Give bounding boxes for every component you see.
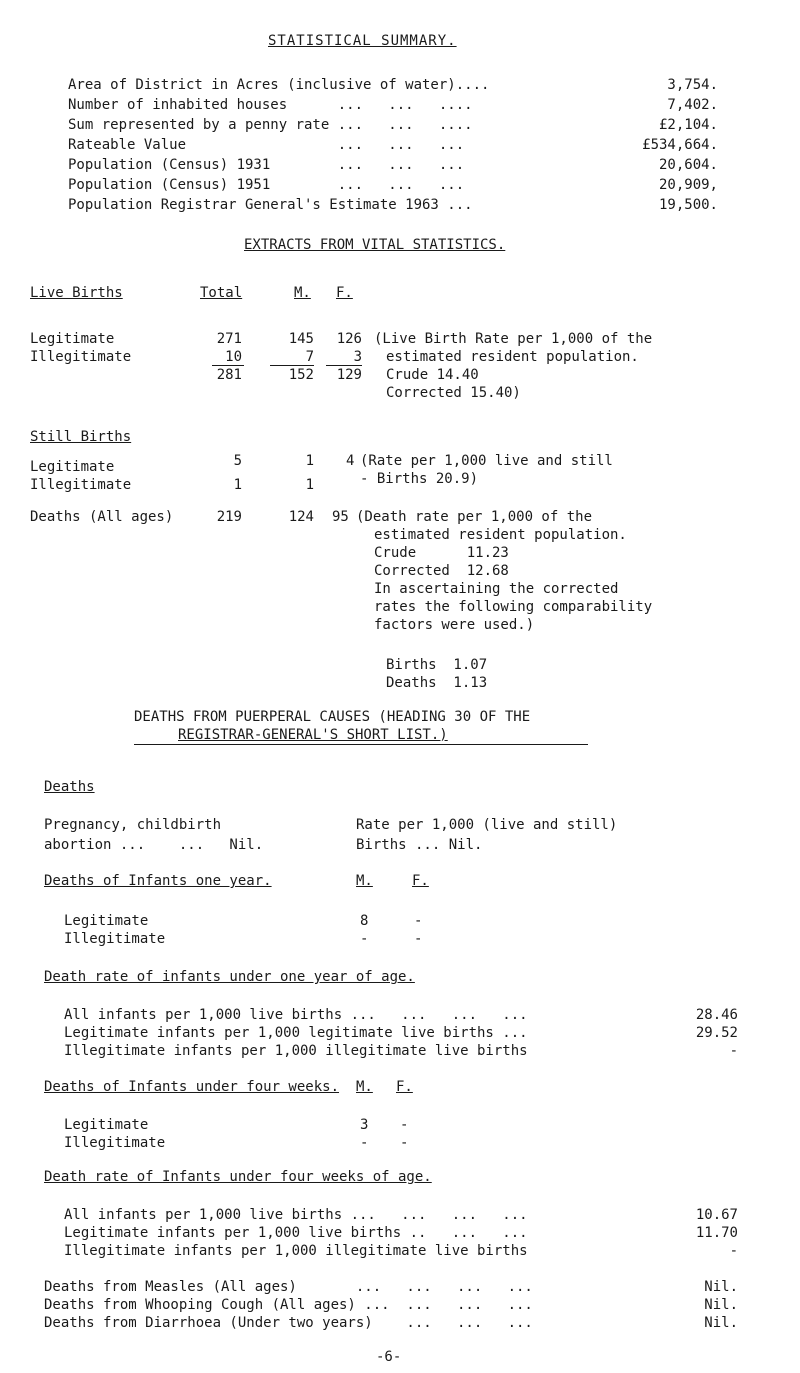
rate-value: 28.46 bbox=[695, 1007, 738, 1023]
summary-value: 20,909, bbox=[658, 177, 718, 193]
death-rate-four-weeks-heading: Death rate of Infants under four weeks of age. bbox=[44, 1169, 432, 1185]
row-label: Illegitimate bbox=[30, 349, 132, 365]
cell-f: - bbox=[414, 931, 423, 947]
summary-label: Population (Census) 1951 ... ... ... bbox=[68, 177, 465, 193]
death-rate-note: estimated resident population. bbox=[374, 527, 627, 543]
cell-m: 7 bbox=[305, 349, 314, 365]
cell-m: 8 bbox=[360, 913, 369, 929]
rate-label: Legitimate infants per 1,000 live births .. ... ... bbox=[64, 1225, 528, 1241]
total-f: 129 bbox=[336, 367, 362, 383]
puerperal-title-rule bbox=[134, 744, 588, 745]
col-f-heading: F. bbox=[396, 1079, 413, 1095]
other-death-value: Nil. bbox=[704, 1297, 738, 1313]
live-birth-rate-note: (Live Birth Rate per 1,000 of the bbox=[374, 331, 653, 347]
rate-value: - bbox=[729, 1243, 738, 1259]
cell-f: 3 bbox=[353, 349, 362, 365]
puerperal-right: Births ... Nil. bbox=[356, 837, 483, 853]
other-death-label: Deaths from Measles (All ages) ... ... ... ... bbox=[44, 1279, 533, 1295]
col-total-heading: Total bbox=[200, 285, 243, 301]
summary-label: Rateable Value ... ... ... bbox=[68, 137, 465, 153]
total-total: 281 bbox=[216, 367, 242, 383]
cell-m: 145 bbox=[288, 331, 314, 347]
rate-value: - bbox=[729, 1043, 738, 1059]
comparability-factor: Deaths 1.13 bbox=[386, 675, 488, 691]
cell-total: 219 bbox=[216, 509, 242, 525]
cell-m: 1 bbox=[305, 453, 314, 469]
cell-f: - bbox=[414, 913, 423, 929]
summary-label: Population (Census) 1931 ... ... ... bbox=[68, 157, 465, 173]
col-m-heading: M. bbox=[294, 285, 311, 301]
cell-m: 3 bbox=[360, 1117, 369, 1133]
summary-label: Population Registrar General's Estimate 1963 ... bbox=[68, 197, 473, 213]
rate-value: 11.70 bbox=[695, 1225, 738, 1241]
row-label: Legitimate bbox=[64, 913, 149, 929]
summary-value: £2,104. bbox=[658, 117, 718, 133]
row-label: Illegitimate bbox=[64, 1135, 166, 1151]
other-death-value: Nil. bbox=[704, 1279, 738, 1295]
row-label: Legitimate bbox=[30, 459, 115, 475]
puerperal-left: abortion ... ... Nil. bbox=[44, 837, 264, 853]
infants-four-weeks-heading: Deaths of Infants under four weeks. bbox=[44, 1079, 340, 1095]
cell-total: 10 bbox=[225, 349, 242, 365]
cell-total: 271 bbox=[216, 331, 242, 347]
puerperal-right: Rate per 1,000 (live and still) bbox=[356, 817, 618, 833]
col-f-heading: F. bbox=[412, 873, 429, 889]
cell-f: 126 bbox=[336, 331, 362, 347]
death-rate-note: factors were used.) bbox=[374, 617, 535, 633]
extracts-title: EXTRACTS FROM VITAL STATISTICS. bbox=[244, 237, 506, 253]
death-rate-note: Corrected 12.68 bbox=[374, 563, 509, 579]
still-birth-rate-note: - Births 20.9) bbox=[360, 471, 479, 487]
live-births-heading: Live Births bbox=[30, 285, 123, 301]
row-label: Legitimate bbox=[30, 331, 115, 347]
still-birth-rate-note: (Rate per 1,000 live and still bbox=[360, 453, 613, 469]
cell-f: - bbox=[400, 1117, 409, 1133]
still-births-heading: Still Births bbox=[30, 429, 132, 445]
cell-m: - bbox=[360, 1135, 369, 1151]
comparability-factor: Births 1.07 bbox=[386, 657, 488, 673]
row-label: Legitimate bbox=[64, 1117, 149, 1133]
summary-value: £534,664. bbox=[642, 137, 718, 153]
cell-total: 1 bbox=[233, 477, 242, 493]
rate-value: 29.52 bbox=[695, 1025, 738, 1041]
summary-value: 7,402. bbox=[667, 97, 718, 113]
total-m: 152 bbox=[288, 367, 314, 383]
infants-one-year-heading: Deaths of Infants one year. bbox=[44, 873, 272, 889]
summary-label: Number of inhabited houses ... ... .... bbox=[68, 97, 473, 113]
rate-label: Illegitimate infants per 1,000 illegitimate live births bbox=[64, 1243, 528, 1259]
deaths-all-ages-label: Deaths (All ages) bbox=[30, 509, 174, 525]
live-birth-rate-note: estimated resident population. bbox=[386, 349, 639, 365]
cell-total: 5 bbox=[233, 453, 242, 469]
live-birth-rate-note: Crude 14.40 bbox=[386, 367, 479, 383]
summary-value: 19,500. bbox=[658, 197, 718, 213]
puerperal-deaths-heading: Deaths bbox=[44, 779, 95, 795]
puerperal-title-line2: REGISTRAR-GENERAL'S SHORT LIST.) bbox=[178, 727, 448, 743]
other-death-label: Deaths from Whooping Cough (All ages) ... ... ... ... bbox=[44, 1297, 533, 1313]
rate-label: All infants per 1,000 live births ... ... ... ... bbox=[64, 1207, 528, 1223]
cell-f: 95 bbox=[332, 509, 349, 525]
page-title: STATISTICAL SUMMARY. bbox=[268, 33, 457, 49]
rate-label: All infants per 1,000 live births ... ... ... ... bbox=[64, 1007, 528, 1023]
puerperal-title: DEATHS FROM PUERPERAL CAUSES (HEADING 30 OF THE bbox=[134, 709, 531, 725]
death-rate-note: rates the following comparability bbox=[374, 599, 653, 615]
cell-m: 1 bbox=[305, 477, 314, 493]
cell-f: - bbox=[400, 1135, 409, 1151]
rate-label: Illegitimate infants per 1,000 illegitimate live births bbox=[64, 1043, 528, 1059]
summary-value: 3,754. bbox=[667, 77, 718, 93]
row-label: Illegitimate bbox=[30, 477, 132, 493]
summary-value: 20,604. bbox=[658, 157, 718, 173]
death-rate-note: (Death rate per 1,000 of the bbox=[356, 509, 593, 525]
other-death-label: Deaths from Diarrhoea (Under two years) ... ... ... bbox=[44, 1315, 533, 1331]
death-rate-one-year-heading: Death rate of infants under one year of age. bbox=[44, 969, 415, 985]
cell-f: 4 bbox=[346, 453, 355, 469]
col-m-heading: M. bbox=[356, 1079, 373, 1095]
summary-label: Sum represented by a penny rate ... ... .... bbox=[68, 117, 473, 133]
row-label: Illegitimate bbox=[64, 931, 166, 947]
col-m-heading: M. bbox=[356, 873, 373, 889]
death-rate-note: In ascertaining the corrected bbox=[374, 581, 619, 597]
death-rate-note: Crude 11.23 bbox=[374, 545, 509, 561]
col-f-heading: F. bbox=[336, 285, 353, 301]
cell-m: 124 bbox=[288, 509, 314, 525]
puerperal-left: Pregnancy, childbirth bbox=[44, 817, 222, 833]
rate-value: 10.67 bbox=[695, 1207, 738, 1223]
other-death-value: Nil. bbox=[704, 1315, 738, 1331]
live-birth-rate-note: Corrected 15.40) bbox=[386, 385, 521, 401]
page-number: -6- bbox=[376, 1349, 402, 1365]
rate-label: Legitimate infants per 1,000 legitimate live births ... bbox=[64, 1025, 528, 1041]
summary-label: Area of District in Acres (inclusive of water).... bbox=[68, 77, 490, 93]
cell-m: - bbox=[360, 931, 369, 947]
